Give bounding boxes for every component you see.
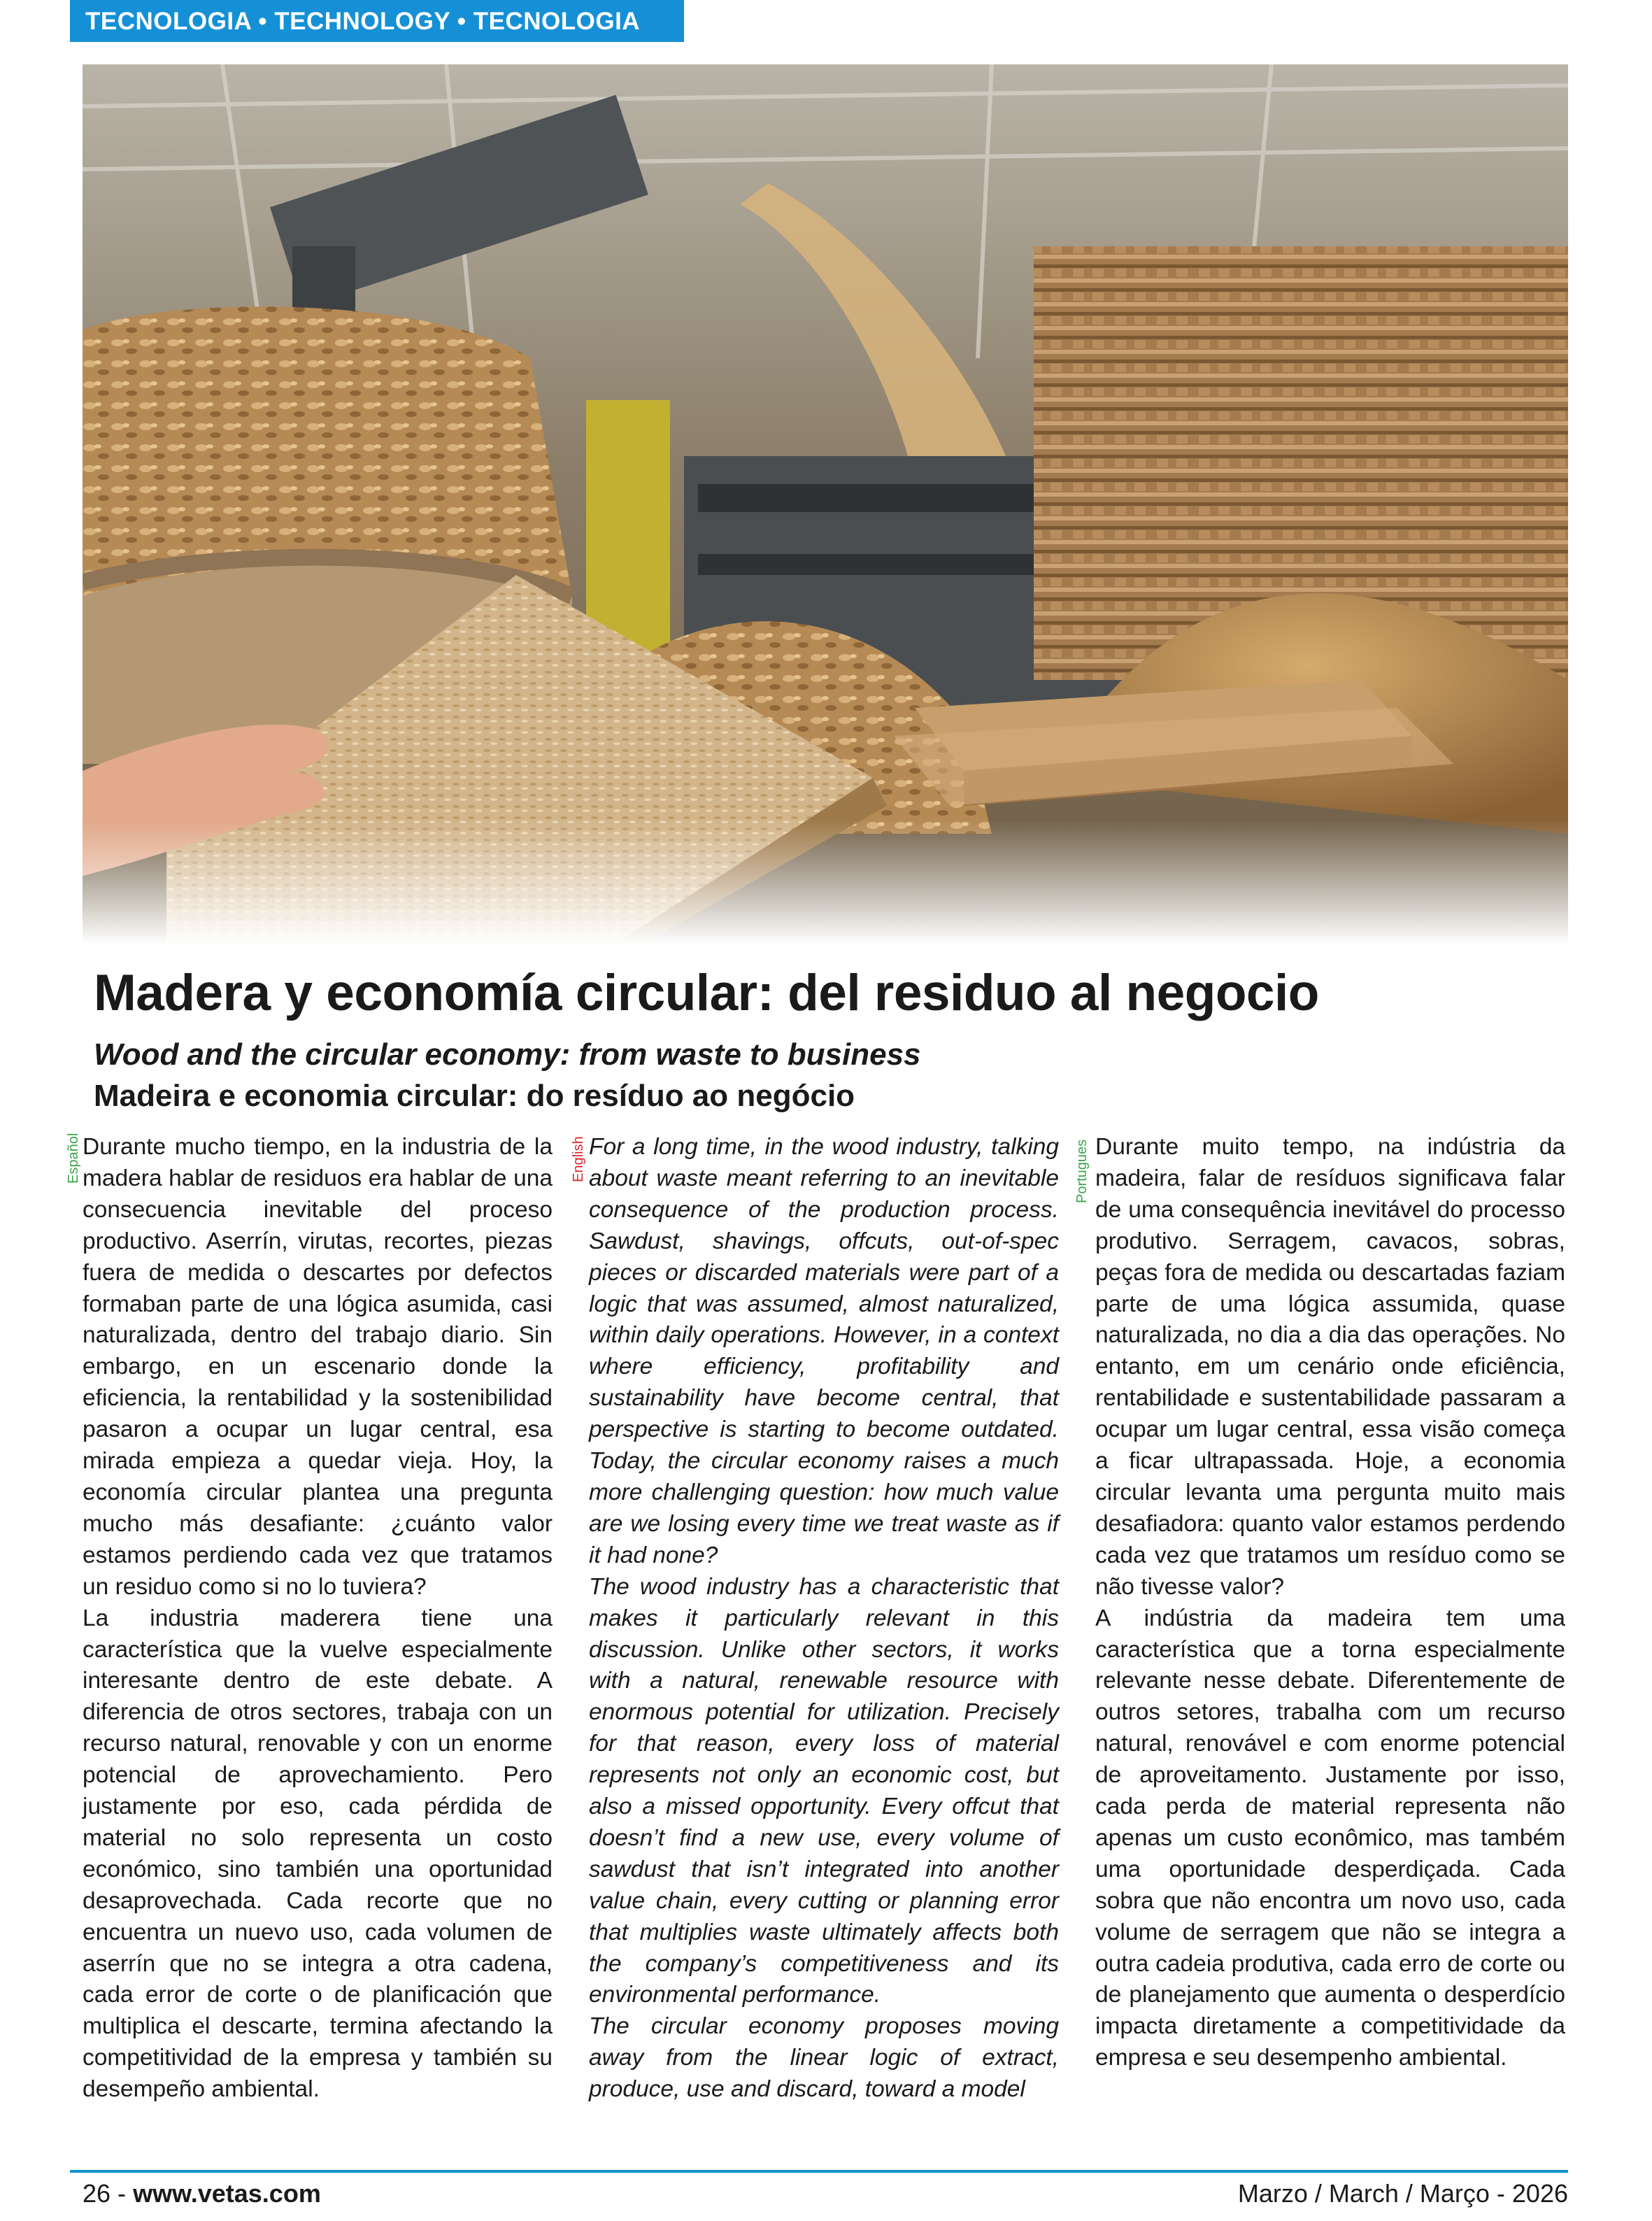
language-label-spanish: Español (66, 1133, 81, 1184)
page-number: 26 - (83, 2179, 127, 2208)
language-label-english: English (571, 1136, 586, 1182)
footer-page-info (83, 2179, 321, 2208)
paragraph: Durante mucho tiempo, en la industria de la madera hablar de residuos era hablar de una consecuencia inevitable del proceso productivo. Aserrín, virutas, recortes, piezas fuera de medida o descartes por defectos formaban parte de una lógica asumida, casi naturalizada, dentro del trabajo diario. Sin embargo, en un escenario donde la eficiencia, la rentabilidad y la sostenibilidad pasaron a ocupar un lugar central, esa mirada empieza a quedar vieja. Hoy, la economía circular plantea una pregunta mucho más desafiante: ¿cuánto valor estamos perdiendo cada vez que tratamos un residuo como si no lo tuviera? (83, 1134, 553, 1600)
column-portuguese (1095, 1132, 1565, 2074)
section-tab: TECNOLOGIA • TECHNOLOGY • TECNOLOGIA (70, 0, 684, 42)
column-spanish (83, 1132, 553, 2106)
footer-divider (70, 2170, 1568, 2173)
paragraph: The circular economy proposes moving away from the linear logic of extract, produce, use and discard, toward a model (589, 2013, 1059, 2103)
paragraph: Durante muito tempo, na indústria da madeira, falar de resíduos significava falar de uma consequência inevitável do processo produtivo. Serragem, cavacos, sobras, peças fora de medida ou descartadas faziam parte de uma lógica assumida, quase naturalizada, no dia a dia das operações. No entanto, em um cenário onde eficiência, rentabilidade e sustentabilidade passaram a ocupar um lugar central, essa visão começa a ficar ultrapassada. Hoje, a economia circular levanta uma pergunta muito mais desafiadora: quanto valor estamos perdendo cada vez que tratamos um resíduo como se não tivesse valor? (1095, 1134, 1565, 1600)
paragraph: For a long time, in the wood industry, talking about waste meant referring to an inevitable consequence of the production process. Sawdust, shavings, offcuts, out-of-spec pieces or discarded materials were part of a logic that was assumed, almost naturalized, within daily operations. However, in a context where efficiency, profitability and sustainability have become central, that perspective is starting to become outdated. Today, the circular economy raises a much more challenging question: how much value are we losing every time we treat waste as if it had none? (589, 1134, 1059, 1568)
paragraph: The wood industry has a characteristic that makes it particularly relevant in this discussion. Unlike other sectors, it works with a natural, renewable resource with enormous potential for utilization. Precisely for that reason, every loss of material represents not only an economic cost, but also a missed opportunity. Every offcut that doesn’t find a new use, every volume of sawdust that isn’t integrated into another value chain, every cutting or planning error that multiplies waste ultimately affects both the company’s competitiveness and its environmental performance. (589, 1573, 1059, 2008)
wood-recycling-factory-image (83, 64, 1568, 944)
language-label-portuguese: Portugues (1074, 1139, 1090, 1203)
article-title: Madera y economía circular: del residuo al negocio (94, 965, 1319, 1021)
issue-date: Marzo / March / Março - 2026 (1237, 2179, 1568, 2208)
article-subtitle-portuguese: Madeira e economia circular: do resíduo ao negócio (94, 1079, 855, 1113)
paragraph: A indústria da madeira tem uma característica que a torna especialmente relevante nesse debate. Diferentemente de outros setores, trabalha com um recurso natural, renovável e com enorme potencial de aproveitamento. Justamente por isso, cada perda de material representa não apenas um custo econômico, mas também uma oportunidade desperdiçada. Cada sobra que não encontra um novo uso, cada volume de serragem que não se integra a outra cadeia produtiva, cada erro de corte ou de planejamento que aumenta o desperdício impacta diretamente a competitividade da empresa e seu desempenho ambiental. (1095, 1605, 1565, 2071)
paragraph: La industria maderera tiene una característica que la vuelve especialmente interesante dentro de este debate. A diferencia de otros sectores, trabaja con un recurso natural, renovable y con un enorme potencial de aprovechamiento. Pero justamente por eso, cada pérdida de material no solo representa un costo económico, sino también una oportunidad desaprovechada. Cada recorte que no encuentra un nuevo uso, cada volumen de aserrín que no se integra a otra cadena, cada error de corte o de planificación que multiplica el descarte, termina afectando la competitividad de la empresa y también su desempeño ambiental. (83, 1605, 553, 2103)
article-subtitle-english: Wood and the circular economy: from waste to business (94, 1037, 921, 1072)
column-english (589, 1132, 1059, 2106)
website-link[interactable]: www.vetas.com (133, 2179, 321, 2208)
